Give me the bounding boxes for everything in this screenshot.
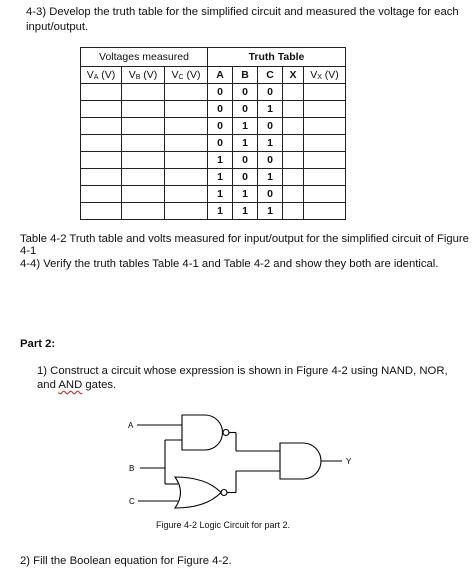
table-row xyxy=(81,152,346,169)
cell-vx[interactable] xyxy=(304,152,346,169)
cell-x[interactable] xyxy=(283,84,304,101)
cell-c: 0 xyxy=(258,118,283,135)
cell-x[interactable] xyxy=(283,169,304,186)
cell-vx[interactable] xyxy=(304,169,346,186)
cell-a: 1 xyxy=(208,186,233,203)
cell-b: 1 xyxy=(233,118,258,135)
cell-b: 1 xyxy=(233,186,258,203)
cell-vb[interactable] xyxy=(122,135,165,152)
cell-b: 1 xyxy=(233,203,258,220)
cell-a: 0 xyxy=(208,84,233,101)
label-y: Y xyxy=(346,457,352,466)
part-2-heading: Part 2: xyxy=(20,338,56,350)
figure-caption: Figure 4-2 Logic Circuit for part 2. xyxy=(156,520,291,530)
cell-a: 0 xyxy=(208,118,233,135)
table-caption: Table 4-2 Truth table and volts measured for input/output for the simplified circuit of Figure 4-1 xyxy=(20,233,469,257)
cell-va[interactable] xyxy=(81,101,122,118)
question-4-3: 4-3) Develop the truth table for the simplified circuit and measured the voltage for each input/output. xyxy=(26,6,459,33)
table-row xyxy=(81,186,346,203)
cell-x[interactable] xyxy=(283,186,304,203)
and-gate xyxy=(280,443,321,479)
cell-x[interactable] xyxy=(283,203,304,220)
cell-va[interactable] xyxy=(81,118,122,135)
table-row xyxy=(81,135,346,152)
cell-a: 1 xyxy=(208,203,233,220)
cell-vc[interactable] xyxy=(165,101,208,118)
table-row xyxy=(81,118,346,135)
cell-va[interactable] xyxy=(81,152,122,169)
cell-x[interactable] xyxy=(283,135,304,152)
logic-circuit-diagram xyxy=(120,405,360,520)
label-b: B xyxy=(129,464,135,473)
label-c: C xyxy=(129,497,135,506)
question-part2-2: 2) Fill the Boolean equation for Figure 4-2. xyxy=(20,555,232,567)
table-column-header-row xyxy=(81,67,346,84)
cell-vx[interactable] xyxy=(304,135,346,152)
cell-b: 1 xyxy=(233,135,258,152)
cell-vb[interactable] xyxy=(122,186,165,203)
nand-gate xyxy=(182,415,223,450)
cell-vx[interactable] xyxy=(304,186,346,203)
cell-x[interactable] xyxy=(283,118,304,135)
cell-a: 1 xyxy=(208,152,233,169)
cell-vb[interactable] xyxy=(122,203,165,220)
cell-vc[interactable] xyxy=(165,84,208,101)
cell-vx[interactable] xyxy=(304,118,346,135)
cell-c: 0 xyxy=(258,186,283,203)
header-a: A xyxy=(208,67,233,84)
cell-vc[interactable] xyxy=(165,135,208,152)
table-row xyxy=(81,203,346,220)
cell-c: 1 xyxy=(258,135,283,152)
cell-c: 1 xyxy=(258,169,283,186)
cell-vx[interactable] xyxy=(304,84,346,101)
cell-vb[interactable] xyxy=(122,118,165,135)
question-part2-1: 1) Construct a circuit whose expression is shown in Figure 4-2 using NAND, NOR, and AND gates. xyxy=(37,365,448,391)
cell-va[interactable] xyxy=(81,135,122,152)
cell-a: 0 xyxy=(208,101,233,118)
cell-vc[interactable] xyxy=(165,152,208,169)
cell-vx[interactable] xyxy=(304,203,346,220)
cell-x[interactable] xyxy=(283,152,304,169)
table-row xyxy=(81,101,346,118)
cell-x[interactable] xyxy=(283,101,304,118)
cell-a: 1 xyxy=(208,169,233,186)
cell-vb[interactable] xyxy=(122,101,165,118)
header-va: VA (V) xyxy=(81,67,122,84)
cell-c: 0 xyxy=(258,84,283,101)
label-a: A xyxy=(128,421,134,430)
cell-c: 0 xyxy=(258,152,283,169)
cell-va[interactable] xyxy=(81,203,122,220)
cell-b: 0 xyxy=(233,101,258,118)
cell-vc[interactable] xyxy=(165,118,208,135)
cell-c: 1 xyxy=(258,101,283,118)
header-vx: VX (V) xyxy=(304,67,346,84)
header-vb: VB (V) xyxy=(122,67,165,84)
cell-va[interactable] xyxy=(81,84,122,101)
header-b: B xyxy=(233,67,258,84)
cell-va[interactable] xyxy=(81,186,122,203)
cell-b: 0 xyxy=(233,84,258,101)
cell-vb[interactable] xyxy=(122,169,165,186)
table-row xyxy=(81,84,346,101)
truth-table xyxy=(80,47,346,220)
header-vc: VC (V) xyxy=(165,67,208,84)
cell-c: 1 xyxy=(258,203,283,220)
cell-vc[interactable] xyxy=(165,203,208,220)
group-truth-table: Truth Table xyxy=(208,48,346,67)
cell-vb[interactable] xyxy=(122,84,165,101)
nand-inversion-bubble xyxy=(223,430,229,436)
header-c: C xyxy=(258,67,283,84)
cell-a: 0 xyxy=(208,135,233,152)
nor-gate xyxy=(175,477,221,508)
cell-va[interactable] xyxy=(81,169,122,186)
cell-b: 0 xyxy=(233,169,258,186)
table-row xyxy=(81,169,346,186)
table-group-header-row xyxy=(81,48,346,67)
spellcheck-underlined-word: AND xyxy=(58,379,83,391)
group-voltages-measured: Voltages measured xyxy=(81,48,208,67)
cell-vc[interactable] xyxy=(165,169,208,186)
cell-vx[interactable] xyxy=(304,101,346,118)
header-x: X xyxy=(283,67,304,84)
cell-vb[interactable] xyxy=(122,152,165,169)
cell-vc[interactable] xyxy=(165,186,208,203)
cell-b: 0 xyxy=(233,152,258,169)
nor-inversion-bubble xyxy=(221,490,227,496)
question-4-4: 4-4) Verify the truth tables Table 4-1 and Table 4-2 and show they both are identical. xyxy=(20,258,439,270)
